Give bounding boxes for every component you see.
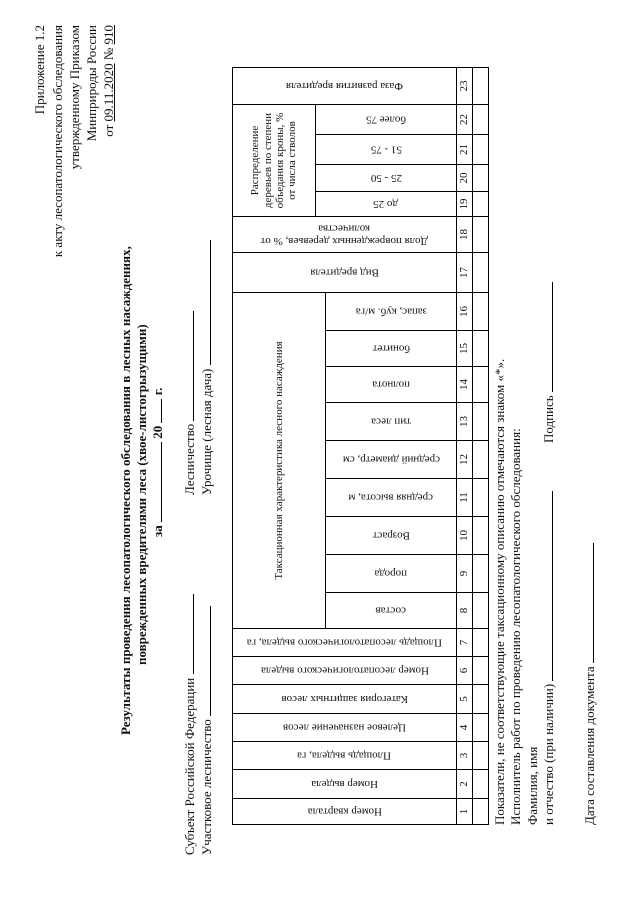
col-number: 5 bbox=[458, 696, 471, 702]
col-d4-header: более 75 bbox=[366, 113, 406, 126]
col-number: 21 bbox=[458, 144, 471, 155]
col-height-header: средняя высота, м bbox=[348, 491, 434, 504]
col-survey-num-header: Номер лесопатологического выдела bbox=[260, 664, 429, 677]
col-allot-num-header: Номер выдела bbox=[311, 778, 378, 791]
signature-field: Подпись bbox=[541, 282, 557, 443]
appendix-line-2: к акту лесопатологического обследования bbox=[50, 25, 65, 258]
col-bonitet-header: бонитет bbox=[372, 342, 410, 355]
title-line-1: Результаты проведения лесопатологического обследования в лесных насаждениях, bbox=[118, 246, 133, 735]
appendix-line-5: от 09.11.2020 № 910 bbox=[101, 25, 116, 137]
col-number: 18 bbox=[458, 229, 471, 240]
col-age-header: Возраст bbox=[372, 529, 410, 542]
col-number: 8 bbox=[458, 607, 471, 614]
col-stock-header: запас, куб. м/га bbox=[355, 305, 427, 318]
col-number: 16 bbox=[458, 306, 471, 317]
col-number: 1 bbox=[458, 808, 471, 815]
col-number: 20 bbox=[458, 172, 471, 184]
col-number: 12 bbox=[458, 454, 471, 465]
appendix-line-4: Минприроды России bbox=[84, 25, 99, 142]
appendix-line-1: Приложение 1.2 bbox=[32, 25, 47, 115]
col-allot-area-header: Площадь выдела, га bbox=[297, 749, 392, 762]
distribution-group-header: Распределение деревьев по степени объедания кроны, % от числа стволов bbox=[249, 112, 299, 209]
col-number: 11 bbox=[458, 492, 471, 503]
col-category-header: Категория защитных лесов bbox=[281, 693, 408, 706]
col-number: 19 bbox=[458, 198, 471, 210]
col-number: 3 bbox=[458, 752, 471, 759]
appendix-date: 09.11.2020 bbox=[101, 63, 116, 122]
col-number: 13 bbox=[458, 416, 471, 427]
col-d1-header: до 25 bbox=[373, 198, 399, 211]
col-number: 10 bbox=[458, 530, 471, 541]
col-number: 7 bbox=[458, 639, 471, 646]
date-field: Дата составления документа bbox=[582, 543, 598, 825]
col-number: 17 bbox=[458, 267, 471, 278]
col-d2-header: 25 - 50 bbox=[370, 172, 402, 185]
title-period: за 20 г. bbox=[150, 387, 165, 537]
col-diameter-header: средний диаметр, см bbox=[342, 453, 440, 466]
executor-label: Исполнитель работ по проведению лесопатологического обследования: bbox=[508, 428, 523, 825]
col-forest-type-header: тип леса bbox=[371, 415, 411, 428]
col-purpose-header: Целевое назначение лесов bbox=[282, 721, 407, 734]
col-survey-area-header: Площадь лесопатологического выдела, га bbox=[246, 636, 443, 649]
surname-label: Фамилия, имя bbox=[525, 746, 540, 825]
col-number: 9 bbox=[458, 570, 471, 577]
col-density-header: полнота bbox=[372, 378, 410, 391]
col-number: 22 bbox=[458, 114, 471, 125]
appendix-line-3: утвержденному Приказом bbox=[67, 25, 82, 170]
col-number: 4 bbox=[458, 724, 471, 731]
forestry-field: Лесничество bbox=[182, 311, 198, 495]
taxation-group-header: Таксационная характеристика лесного насаждения bbox=[272, 341, 285, 580]
col-damaged-header: Доля поврежденных деревьев, % от количества bbox=[260, 222, 429, 247]
col-quarter-header: Номер квартала bbox=[307, 805, 382, 818]
col-number: 2 bbox=[458, 781, 471, 787]
col-composition-header: состав bbox=[375, 604, 407, 617]
district-field: Участковое лесничество bbox=[199, 606, 215, 855]
col-species-header: порода bbox=[374, 567, 408, 580]
col-pest-header: Вид вредителя bbox=[310, 266, 379, 279]
patronymic-field: и отчество (при наличии) bbox=[541, 491, 557, 825]
appendix-number: 910 bbox=[101, 25, 116, 45]
title-line-2: поврежденных вредителями леса (хвое-листогрызущими) bbox=[134, 324, 149, 665]
col-number: 6 bbox=[458, 667, 471, 674]
col-number: 15 bbox=[458, 343, 471, 354]
col-number: 23 bbox=[458, 80, 471, 92]
subject-field: Субъект Российской Федерации bbox=[182, 595, 198, 856]
footer-note: Показатели, не соответствующие таксационному описанию отмечаются знаком «*». bbox=[492, 358, 507, 825]
col-phase-header: Фаза развития вредителя bbox=[286, 80, 404, 93]
tract-field: Урочище (лесная дача) bbox=[199, 240, 215, 495]
col-number: 14 bbox=[458, 379, 471, 390]
col-d3-header: 51 - 75 bbox=[370, 143, 402, 156]
